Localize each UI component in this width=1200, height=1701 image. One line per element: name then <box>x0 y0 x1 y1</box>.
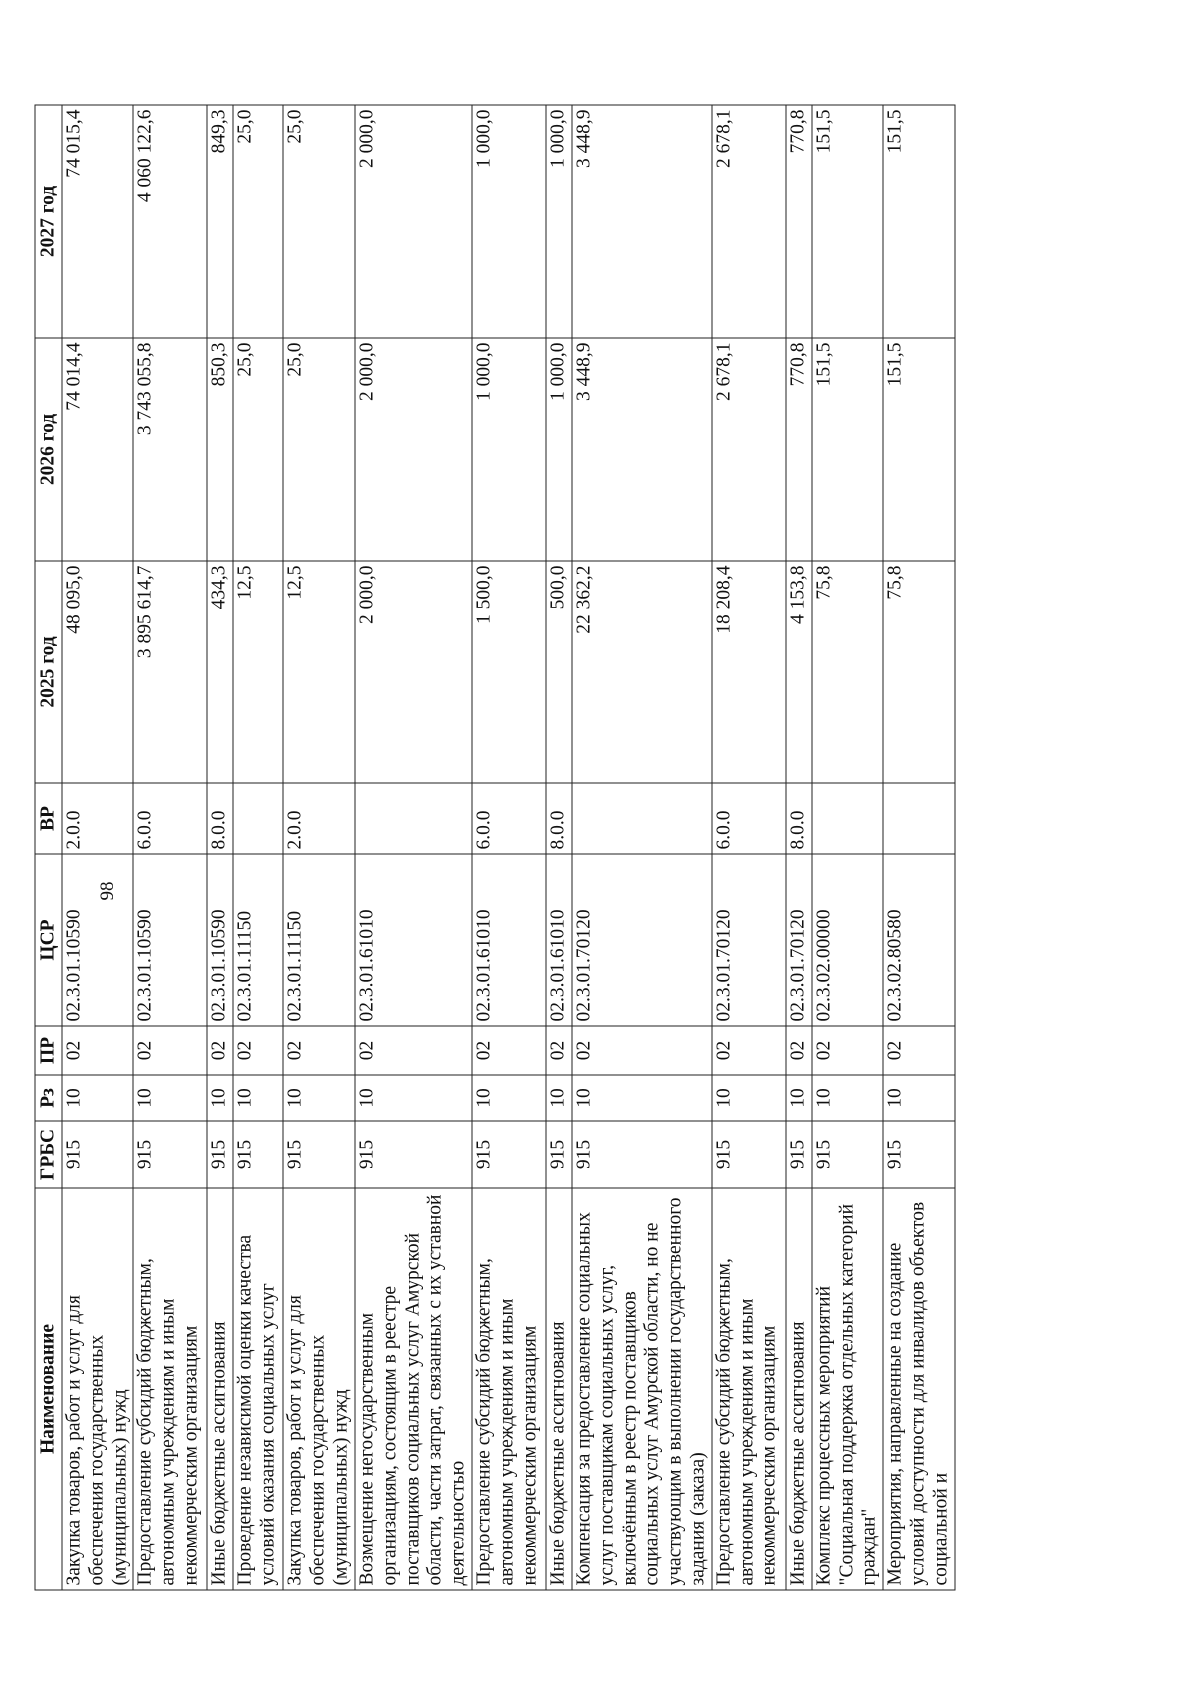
table-row <box>712 105 786 1590</box>
cell-pr: 02 <box>472 1026 546 1075</box>
cell-pr: 02 <box>233 1026 283 1075</box>
cell-2026: 74 014,4 <box>62 338 133 561</box>
cell-2025: 434,3 <box>207 561 233 783</box>
cell-name: Предоставление субсидий бюджетным, автономным учреждениям и иным некоммерческим организациям <box>712 1188 786 1590</box>
cell-rz: 10 <box>572 1075 712 1121</box>
cell-grbs: 915 <box>786 1121 812 1188</box>
cell-2025: 18 208,4 <box>712 561 786 783</box>
cell-name: Иные бюджетные ассигнования <box>786 1188 812 1590</box>
cell-pr: 02 <box>812 1026 883 1075</box>
cell-grbs: 915 <box>472 1121 546 1188</box>
cell-csr: 02.3.01.61010 <box>355 854 472 1026</box>
cell-2025: 4 153,8 <box>786 561 812 783</box>
cell-2026: 770,8 <box>786 338 812 561</box>
cell-2027: 770,8 <box>786 105 812 338</box>
cell-grbs: 915 <box>233 1121 283 1188</box>
cell-pr: 02 <box>883 1026 954 1075</box>
cell-pr: 02 <box>62 1026 133 1075</box>
table-row <box>472 105 546 1590</box>
header-vr: ВР <box>35 783 62 854</box>
cell-csr: 02.3.01.11150 <box>283 854 354 1026</box>
table-body <box>62 105 955 1590</box>
cell-2025: 12,5 <box>283 561 354 783</box>
cell-rz: 10 <box>207 1075 233 1121</box>
cell-rz: 10 <box>355 1075 472 1121</box>
cell-rz: 10 <box>283 1075 354 1121</box>
cell-2025: 500,0 <box>546 561 572 783</box>
cell-2027: 25,0 <box>233 105 283 338</box>
cell-2025: 75,8 <box>812 561 883 783</box>
cell-2026: 3 743 055,8 <box>133 338 207 561</box>
cell-grbs: 915 <box>62 1121 133 1188</box>
page-number: 98 <box>97 881 118 901</box>
cell-rz: 10 <box>786 1075 812 1121</box>
cell-name: Иные бюджетные ассигнования <box>546 1188 572 1590</box>
cell-rz: 10 <box>712 1075 786 1121</box>
cell-vr: 2.0.0 <box>62 783 133 854</box>
header-grbs: ГРБС <box>35 1121 62 1188</box>
cell-pr: 02 <box>355 1026 472 1075</box>
header-2026: 2026 год <box>35 338 62 561</box>
cell-2027: 2 000,0 <box>355 105 472 338</box>
cell-2025: 22 362,2 <box>572 561 712 783</box>
table-row <box>786 105 812 1590</box>
cell-2026: 151,5 <box>883 338 954 561</box>
cell-2026: 25,0 <box>233 338 283 561</box>
cell-vr <box>572 783 712 854</box>
cell-name: Закупка товаров, работ и услуг для обеспечения государственных (муниципальных) нужд <box>283 1188 354 1590</box>
cell-2026: 3 448,9 <box>572 338 712 561</box>
cell-grbs: 915 <box>133 1121 207 1188</box>
cell-vr: 2.0.0 <box>283 783 354 854</box>
cell-2026: 1 000,0 <box>546 338 572 561</box>
cell-grbs: 915 <box>712 1121 786 1188</box>
cell-grbs: 915 <box>812 1121 883 1188</box>
cell-rz: 10 <box>812 1075 883 1121</box>
budget-table-wrapper <box>35 106 952 1591</box>
cell-vr <box>812 783 883 854</box>
cell-2027: 1 000,0 <box>546 105 572 338</box>
table-row <box>283 105 354 1590</box>
cell-name: Иные бюджетные ассигнования <box>207 1188 233 1590</box>
cell-2027: 3 448,9 <box>572 105 712 338</box>
cell-vr: 6.0.0 <box>133 783 207 854</box>
table-row <box>207 105 233 1590</box>
cell-name: Компенсация за предоставление социальных услуг поставщикам социальных услуг, включённым в реестр поставщиков социальных услуг Амурской области, но не участвующим в выполнении государственного задания (заказа) <box>572 1188 712 1590</box>
cell-rz: 10 <box>472 1075 546 1121</box>
table-row <box>133 105 207 1590</box>
cell-grbs: 915 <box>355 1121 472 1188</box>
header-pr: ПР <box>35 1026 62 1075</box>
cell-csr: 02.3.01.70120 <box>572 854 712 1026</box>
cell-csr: 02.3.02.80580 <box>883 854 954 1026</box>
cell-2026: 2 000,0 <box>355 338 472 561</box>
cell-2027: 4 060 122,6 <box>133 105 207 338</box>
cell-2026: 2 678,1 <box>712 338 786 561</box>
header-2025: 2025 год <box>35 561 62 783</box>
cell-vr <box>233 783 283 854</box>
table-row <box>546 105 572 1590</box>
table-row <box>572 105 712 1590</box>
cell-name: Мероприятия, направленные на создание условий доступности для инвалидов объектов социальной и <box>883 1188 954 1590</box>
cell-pr: 02 <box>572 1026 712 1075</box>
cell-vr: 8.0.0 <box>207 783 233 854</box>
cell-grbs: 915 <box>572 1121 712 1188</box>
cell-name: Закупка товаров, работ и услуг для обеспечения государственных (муниципальных) нужд <box>62 1188 133 1590</box>
cell-2027: 74 015,4 <box>62 105 133 338</box>
cell-csr: 02.3.01.10590 <box>207 854 233 1026</box>
cell-2027: 849,3 <box>207 105 233 338</box>
cell-rz: 10 <box>233 1075 283 1121</box>
cell-2026: 850,3 <box>207 338 233 561</box>
cell-pr: 02 <box>786 1026 812 1075</box>
cell-grbs: 915 <box>883 1121 954 1188</box>
cell-rz: 10 <box>62 1075 133 1121</box>
cell-pr: 02 <box>546 1026 572 1075</box>
cell-name: Предоставление субсидий бюджетным, автономным учреждениям и иным некоммерческим организациям <box>133 1188 207 1590</box>
cell-csr: 02.3.01.11150 <box>233 854 283 1026</box>
cell-2027: 1 000,0 <box>472 105 546 338</box>
cell-2025: 3 895 614,7 <box>133 561 207 783</box>
cell-2027: 151,5 <box>812 105 883 338</box>
cell-2026: 25,0 <box>283 338 354 561</box>
cell-2025: 12,5 <box>233 561 283 783</box>
cell-vr: 8.0.0 <box>786 783 812 854</box>
cell-csr: 02.3.01.61010 <box>472 854 546 1026</box>
cell-csr: 02.3.01.70120 <box>786 854 812 1026</box>
cell-vr: 8.0.0 <box>546 783 572 854</box>
table-row <box>883 105 954 1590</box>
cell-2027: 151,5 <box>883 105 954 338</box>
table-header-row <box>35 105 62 1590</box>
header-name: Наименование <box>35 1188 62 1590</box>
cell-2025: 48 095,0 <box>62 561 133 783</box>
cell-pr: 02 <box>283 1026 354 1075</box>
cell-vr: 6.0.0 <box>712 783 786 854</box>
cell-rz: 10 <box>133 1075 207 1121</box>
cell-2027: 25,0 <box>283 105 354 338</box>
header-2027: 2027 год <box>35 105 62 338</box>
cell-csr: 02.3.01.70120 <box>712 854 786 1026</box>
cell-grbs: 915 <box>283 1121 354 1188</box>
cell-vr <box>355 783 472 854</box>
cell-2026: 151,5 <box>812 338 883 561</box>
cell-2025: 1 500,0 <box>472 561 546 783</box>
cell-csr: 02.3.01.61010 <box>546 854 572 1026</box>
cell-pr: 02 <box>133 1026 207 1075</box>
header-csr: ЦСР <box>35 854 62 1026</box>
cell-2026: 1 000,0 <box>472 338 546 561</box>
cell-grbs: 915 <box>546 1121 572 1188</box>
cell-name: Предоставление субсидий бюджетным, автономным учреждениям и иным некоммерческим организациям <box>472 1188 546 1590</box>
cell-grbs: 915 <box>207 1121 233 1188</box>
cell-vr: 6.0.0 <box>472 783 546 854</box>
cell-2025: 2 000,0 <box>355 561 472 783</box>
cell-csr: 02.3.01.10590 <box>133 854 207 1026</box>
cell-2025: 75,8 <box>883 561 954 783</box>
cell-pr: 02 <box>712 1026 786 1075</box>
table-row <box>233 105 283 1590</box>
cell-pr: 02 <box>207 1026 233 1075</box>
table-row <box>355 105 472 1590</box>
cell-name: Комплекс процессных мероприятий "Социальная поддержка отдельных категорий граждан" <box>812 1188 883 1590</box>
budget-table <box>35 105 956 1591</box>
cell-rz: 10 <box>546 1075 572 1121</box>
cell-vr <box>883 783 954 854</box>
cell-name: Возмещение негосударственным организациям, состоящим в реестре поставщиков социальных услуг Амурской области, части затрат, связанных с их уставной деятельностью <box>355 1188 472 1590</box>
table-row <box>812 105 883 1590</box>
cell-2027: 2 678,1 <box>712 105 786 338</box>
header-rz: Рз <box>35 1075 62 1121</box>
cell-name: Проведение независимой оценки качества условий оказания социальных услуг <box>233 1188 283 1590</box>
cell-rz: 10 <box>883 1075 954 1121</box>
cell-csr: 02.3.01.10590 <box>62 854 133 1026</box>
table-row <box>62 105 133 1590</box>
cell-csr: 02.3.02.00000 <box>812 854 883 1026</box>
